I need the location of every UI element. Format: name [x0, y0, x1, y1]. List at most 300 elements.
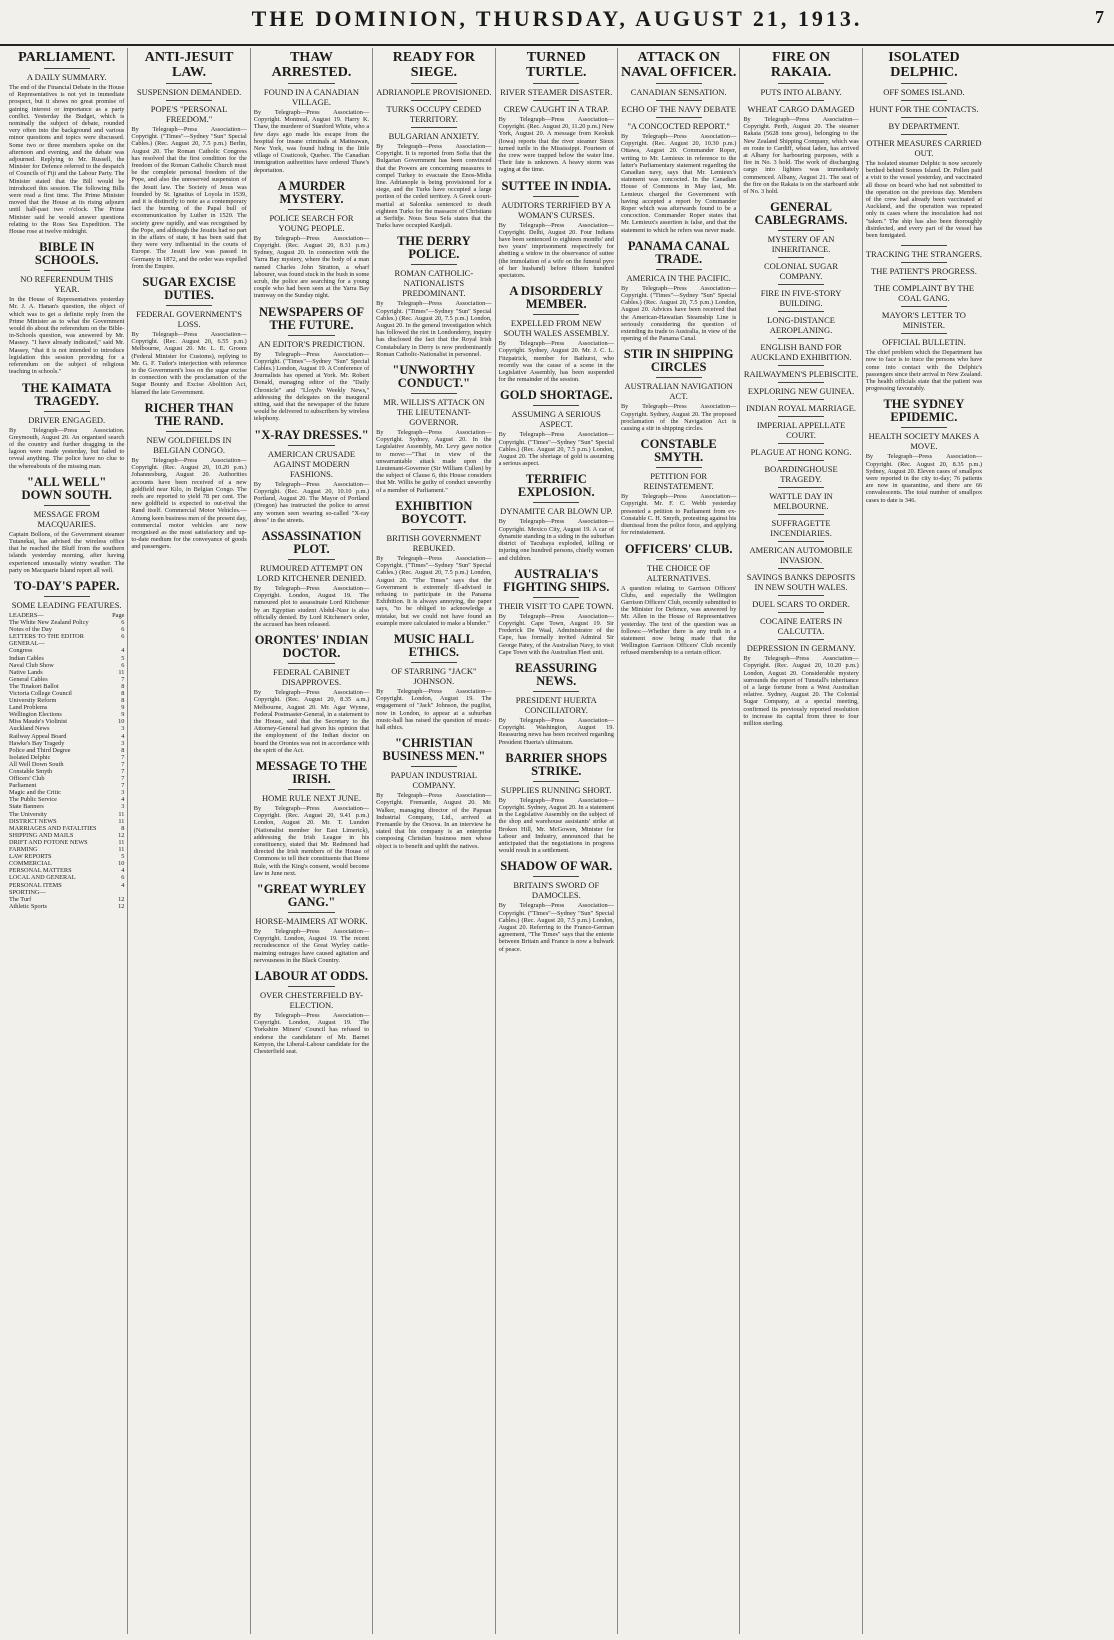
story-headline: PANAMA CANAL TRADE. — [627, 238, 730, 266]
headline-rule — [778, 443, 824, 444]
contents-item: Wellington Elections — [9, 711, 62, 719]
contents-row — [9, 697, 124, 704]
story-headline: ATTACK ON NAVAL OFFICER. — [620, 50, 737, 80]
column-5 — [496, 48, 618, 1634]
story-subhead: HOME RULE NEXT JUNE. — [261, 792, 361, 803]
story-headline: ASSASSINATION PLOT. — [261, 528, 362, 556]
story-body: By Telegraph—Press Association—Copyright. It is reported from Sofia that the Bulgarian Government has been convinced that the Powers are concerning measures to compel Turkey to evacuate the Enos-Midia line. Adrianople is being provisioned for a siege, and the Turks have occupied a large portion of the ceded territory. A Greek court-martial at Salonika sentenced to death eighteen Turks for the massacre of Christians at Serfidje. Nous Sous Sefa states that the Turks have occupied Kardjali. — [376, 143, 492, 230]
story-subhead: ECHO OF THE NAVY DEBATE — [621, 104, 736, 114]
headline-rule — [411, 83, 457, 84]
contents-item: Congress — [9, 647, 33, 655]
headline-rule — [533, 597, 579, 598]
contents-row — [9, 676, 124, 683]
story-subhead: FEDERAL GOVERNMENT'S LOSS. — [136, 309, 242, 330]
contents-page: 11 — [118, 817, 125, 825]
story-headline: TO-DAY'S PAPER. — [14, 578, 120, 593]
headline-rule — [44, 68, 90, 69]
headline-rule — [288, 986, 334, 987]
news-story — [376, 50, 491, 229]
story-subhead: SOME LEADING FEATURES. — [11, 599, 122, 610]
contents-page: 11 — [118, 838, 125, 846]
contents-page: 6 — [121, 619, 125, 627]
story-subhead: OFFICIAL BULLETIN. — [882, 337, 966, 348]
news-story — [376, 500, 491, 627]
contents-item: State Banners — [9, 803, 44, 811]
news-story — [254, 306, 369, 423]
story-body: By Telegraph—Press Association—Copyright. (Rec. August 20, 10.30 p.m.) Ottawa, August 20. Commander Roper, writing to Mr. Lemieux in reference to the latter's Parliamentary statement regarding the Canadian navy, says that Mr. Lemieux's statement was concocted. In the Canadian House of Commons in May last, Mr. Lemieux charged the Government with having accepted a report by Commander Roper which was afterwards found to be a concoction. Commander Roper states that Mr. Lemieux's assertion is false, and that the statement to which he refers was never made. — [620, 133, 737, 234]
story-body: By Telegraph—Press Association—Copyright. Sydney, August 20. In a statement in the Legislative Assembly on the subject of the shop and warehouse assistants' strike at Broken Hill, Mr. McGowen, Minister for Labour and Industry, announced that he anticipated that the negotiations in progress would result in a settlement. — [498, 796, 614, 855]
news-story — [254, 760, 369, 877]
story-subhead: COCAINE EATERS IN CALCUTTA. — [759, 616, 843, 637]
column-4 — [373, 48, 495, 1634]
headline-rule — [778, 416, 824, 417]
story-headline: MESSAGE TO THE IRISH. — [255, 758, 368, 786]
story-headline: BARRIER SHOPS STRIKE. — [505, 750, 608, 778]
story-body: By Telegraph—Press Association—Copyright. ("Times"—Sydney "Sun" Special Cables.) (Rec. August 20, 7.5 p.m.) Berlin, August 20. The Roman Catholic Congress has resolved that the first condition for the freedom of the Roman Catholic Church must be the complete personal freedom of the Pope, and also the unreserved suspension of the Jesuit law. The Society of Jesus was founded by St. Ignatius of Loyola in 1539, and it is distinctly to note as a contemporary fact the burning of the Papal bull of excommunication by Luther in 1520. The society grew rapidly, and was recognised by the Pope, and although the Jesuits had no part in the affairs of state, it has been said that they were very influential in the courts of Europe. The Jesuit law was passed in Germany in 1872, and the order was expelled from the Empire. — [131, 126, 247, 270]
story-subhead: ADRIANOPLE PROVISIONED. — [376, 87, 492, 97]
story-headline: "UNWORTHY CONDUCT." — [392, 363, 476, 391]
story-body: By Telegraph—Press Association—Copyright. Mr. F. C. Webb yesterday presented a petition to Parliament from ex-Constable C. H. Smyth, protesting against his dismissal from the police force, and applying for reinstatement. — [620, 493, 737, 537]
story-headline: TURNED TURTLE. — [525, 50, 587, 80]
contents-row — [9, 626, 124, 633]
news-story — [621, 50, 736, 234]
contents-row — [9, 690, 124, 697]
story-subhead: BY DEPARTMENT. — [888, 121, 960, 131]
contents-page: 4 — [121, 881, 125, 889]
headline-rule — [778, 311, 824, 312]
story-subhead: TURKS OCCUPY CEDED TERRITORY. — [386, 104, 482, 124]
contents-item: FARMING — [9, 846, 38, 854]
contents-row — [9, 612, 124, 619]
story-headline: THE DERRY POLICE. — [397, 234, 471, 262]
headline-rule — [166, 100, 212, 101]
story-subhead: WATTLE DAY IN MELBOURNE. — [769, 491, 833, 512]
contents-item: All Well Down South — [9, 760, 64, 768]
story-headline: EXHIBITION BOYCOTT. — [395, 498, 473, 526]
contents-page: 9 — [121, 711, 125, 719]
news-story — [621, 348, 736, 432]
contents-item: The University — [9, 810, 47, 818]
story-body: By Telegraph—Press Association—Copyright. Sydney, August 20. Mr. J. C. L. Fitzpatrick, member for Bathurst, who recently was the cause of a scene in the Legislative Assembly, has been suspended for the remainder of the session. — [498, 340, 614, 384]
news-story — [743, 50, 858, 195]
story-body: By Telegraph—Press Association—Copyright. Sydney, August 20. In the Legislative Assembly, Mr. Levy gave notice to move:—"That in view of the unwarrantable attack made upon the Lieutenant-Governor (Sir William Cullen) by the subject of Clause 6, this House considers that Mr. Willis be guilty of conduct unworthy of a member of Parliament." — [376, 429, 492, 494]
contents-item: Hawke's Bay Tragedy — [9, 739, 65, 747]
contents-item: Police and Third Degree — [9, 746, 71, 754]
story-subhead: LONG-DISTANCE AEROPLANING. — [767, 315, 835, 336]
news-story — [376, 235, 491, 358]
story-subhead: BULGARIAN ANXIETY. — [388, 131, 480, 141]
contents-row — [9, 669, 124, 676]
contents-row — [9, 754, 124, 761]
story-body: By Telegraph—Press Association—Copyright. (Rec. August 20, 10.20 p.m.) London, August 20. Considerable mystery surrounds the report of Tunstall's inheritance of a large fortune from a West Australian relative. Sydney, August 20. The Colonial Sugar Company, at a special meeting, confirmed its previously reported resolution to increase its capital from three to four million sterling. — [743, 655, 859, 728]
contents-item: Constable Smyth — [9, 768, 53, 775]
contents-item: Magic and the Critic — [9, 789, 61, 797]
story-headline: "CHRISTIAN BUSINESS MEN." — [382, 736, 486, 764]
story-subhead: THE CHOICE OF ALTERNATIVES. — [646, 562, 711, 583]
story-subhead: POLICE SEARCH FOR YOUNG PEOPLE. — [269, 212, 354, 233]
news-story — [499, 473, 614, 561]
headline-rule — [901, 100, 948, 101]
story-subhead: THE COMPLAINT BY THE COAL GANG. — [873, 283, 975, 304]
contents-item: SPORTING— — [9, 888, 46, 896]
contents-page: 8 — [121, 746, 125, 754]
story-subhead: EXPLORING NEW GUINEA. — [747, 386, 855, 397]
headline-rule — [778, 382, 824, 383]
story-body: By Telegraph—Press Association—Copyright. (Rec. August 20, 10.10 p.m.) Portland, August 20. The Mayor of Portland (Oregon) has instructed the police to arrest any women seen wearing so-called "X-ray dress" in the streets. — [253, 480, 370, 524]
contents-page: 3 — [121, 725, 125, 733]
story-headline: CONSTABLE SMYTH. — [640, 437, 717, 465]
contents-item: Railway Appeal Board — [9, 732, 67, 740]
contents-row — [9, 711, 124, 718]
headline-rule — [44, 411, 90, 412]
story-body: By Telegraph—Press Association. Greymouth, August 20. An organised search of the country and further dragging in the lagoon were made yesterday, but failed to reveal anything. The police have no clue to the whereabouts of the missing man. — [9, 426, 125, 470]
contents-item: LAW REPORTS — [9, 853, 52, 861]
news-story — [131, 402, 246, 551]
headline-rule — [778, 365, 824, 366]
story-headline: SHADOW OF WAR. — [500, 859, 613, 874]
headline-rule — [533, 100, 579, 101]
contents-page: 7 — [121, 768, 125, 775]
story-subhead: ENGLISH BAND FOR AUCKLAND EXHIBITION. — [750, 342, 852, 363]
headline-rule — [533, 83, 579, 84]
contents-row — [9, 647, 124, 654]
headline-rule — [533, 196, 579, 197]
contents-row — [9, 860, 124, 867]
story-body: Captain Bollons, of the Government steamer Tutanekai, has advised the wireless office that he reached the Bluff from the southern islands yesterday morning, after having experienced unusually wintry weather. The party on Macquarie Island report all well. — [9, 530, 125, 574]
contents-item: The Public Service — [9, 796, 57, 804]
contents-page: 7 — [121, 775, 125, 783]
headline-rule — [411, 529, 457, 530]
story-headline: REASSURING NEWS. — [515, 660, 598, 688]
contents-row — [9, 825, 124, 832]
contents-page: 12 — [118, 895, 125, 903]
story-subhead: HORSE-MAIMERS AT WORK. — [255, 915, 368, 926]
contents-page: 8 — [121, 697, 125, 705]
news-story — [254, 970, 369, 1055]
contents-row — [9, 768, 124, 775]
headline-rule — [166, 305, 212, 306]
story-headline: READY FOR SIEGE. — [392, 50, 476, 80]
contents-row — [9, 796, 124, 803]
contents-page: 6 — [121, 626, 125, 634]
contents-item: Miss Maude's Violinist — [9, 718, 68, 726]
headline-rule — [44, 596, 90, 597]
story-subhead: "A CONCOCTED REPORT." — [627, 121, 730, 131]
story-body: By Telegraph—Press Association—Copyright. Perth, August 20. The steamer Rakaia (5628 tons gross), belonging to the New Zealand Shipping Company, which was en route to Cardiff, wheat laden, has arrived at Albany for harbouring purposes, with a fire in No. 3 hold. The work of discharging cargo into lighters was immediately commenced. Albany, August 21. The seat of the fire on the Rakaia is on the starboard side of No. 3 hold. — [743, 116, 859, 196]
story-subhead: SUPPLIES RUNNING SHORT. — [500, 784, 612, 795]
contents-page: 12 — [118, 831, 125, 839]
headline-rule — [778, 257, 824, 258]
contents-page: 8 — [121, 682, 125, 690]
headline-rule — [533, 502, 579, 503]
contents-row — [9, 867, 124, 874]
contents-page: 11 — [118, 810, 125, 818]
story-subhead: DYNAMITE CAR BLOWN UP. — [500, 506, 613, 517]
headline-rule — [901, 262, 948, 263]
contents-item: PERSONAL ITEMS — [9, 881, 62, 889]
contents-page: 5 — [121, 853, 125, 861]
story-subhead: EXPELLED FROM NEW SOUTH WALES ASSEMBLY. — [503, 318, 610, 339]
story-body: By Telegraph—Press Association—Copyright. Washington, August 19. Reassuring news has been received regarding President Huerta's ultimatum. — [498, 716, 614, 746]
story-subhead: MYSTERY OF AN INHERITANCE. — [767, 234, 835, 255]
contents-row — [9, 655, 124, 662]
story-subhead: DRIVER ENGAGED. — [28, 414, 106, 425]
story-body: A question relating to Garrison Officers' Clubs, and especially the Wellington Garrison Officers' Club, recently submitted to the Minister for Defence, was answered by Mr. Allen in the House of Representatives yesterday. The text of the question was as follows:—Whether there is any truth in a statement now being made that the Wellington Garrison Officers' Club recently refused membership to a certain officer. — [620, 584, 737, 657]
story-body: By Telegraph—Press Association—Copyright. (Rec. August 20, 11.20 p.m.) New York, August 20. A message from Keokuk (Iowa) reports that the river steamer Sieux turned turtle in the Mississippi. Fourteen of the crew were trapped below the water line. Their fate is unknown. A heavy storm was raging at the time. — [498, 116, 614, 174]
headline-rule — [778, 541, 824, 542]
headline-rule — [778, 595, 824, 596]
story-subhead: CREW CAUGHT IN A TRAP. — [503, 104, 609, 114]
story-subhead: RIVER STEAMER DISASTER. — [500, 87, 613, 97]
news-story — [499, 860, 614, 952]
headline-rule — [288, 83, 334, 84]
page-number: 7 — [1095, 7, 1104, 27]
story-body: The end of the Financial Debate in the House of Representatives is not yet in immediate prospect, but it shows no great promise of gaining interest or importance as a party conflict. Yesterday the Budget, which is nominally the subject of debate, rounded very often into the background and various minor questions and topics were discussed. Some two or three members spoke on the afternoon and evening, and the debate was adjourned. Replying to Mr. Russell, the Minister for Defence referred to the despatch of Councils of Fiji and the Labour Party. The Minister stated that the Bill would be introduced this session. The following Bills were read a first time. The Prime Minister moved that the House at its rising adjourn until half-past two o'clock. The Prime Minister said he would answer questions relating to the Ross Sea Expedition. The House rose at twelve midnight. — [9, 84, 125, 236]
story-body: By Telegraph—Press Association—Copyright. London, August 19. The Yorkshire Miners' Council has refused to endorse the candidature of Mr. Barnet Kenyon, the Liberal-Labour candidate for the Chesterfield seat. — [253, 1012, 370, 1056]
contents-row — [9, 725, 124, 732]
contents-page: Page — [112, 611, 125, 619]
headline-rule — [901, 333, 948, 334]
headline-rule — [778, 100, 824, 101]
contents-page: 11 — [118, 668, 125, 676]
contents-row — [9, 853, 124, 860]
story-subhead: AUDITORS TERRIFIED BY A WOMAN'S CURSES. — [501, 199, 612, 220]
contents-row — [9, 662, 124, 669]
story-body: By Telegraph—Press Association—Copyright. London, August 19. The rumoured plot to assassinate Lord Kitchener by an Egyptian student Abdul-Nasr is also officially denied. By Lord Kitchener's order, the accused has been released. — [253, 584, 370, 628]
story-subhead: SAVINGS BANKS DEPOSITS IN NEW SOUTH WALES. — [746, 572, 856, 593]
news-story — [9, 382, 124, 470]
headline-rule — [778, 568, 824, 569]
headline-rule — [778, 83, 824, 84]
story-headline: "ALL WELL" DOWN SOUTH. — [21, 474, 112, 502]
story-headline: GOLD SHORTAGE. — [499, 388, 613, 403]
contents-item: GENERAL— — [9, 640, 45, 648]
news-story — [254, 530, 369, 628]
headline-rule — [901, 245, 948, 246]
contents-page: 6 — [121, 874, 125, 882]
story-body: By Telegraph—Press Association—Copyright. London, August 19. The recent recrudescence of the Great Wyrley cattle-maiming outrages have caused agitation and nervousness in the Black Country. — [253, 927, 370, 964]
story-subhead: OTHER MEASURES CARRIED OUT. — [866, 138, 982, 158]
story-headline: AUSTRALIA'S FIGHTING SHIPS. — [503, 566, 610, 594]
story-body: By Telegraph—Press Association—Copyright. London, August 19. The engagement of "Jack" Johnson, the pugilist, now in London, to appear at a suburban music-hall has raised the question of music-hall ethics. — [376, 687, 492, 731]
contents-page: 4 — [121, 732, 125, 740]
news-story — [499, 662, 614, 746]
story-headline: GENERAL CABLEGRAMS. — [754, 200, 848, 228]
contents-row — [9, 874, 124, 881]
story-headline: PARLIAMENT. — [18, 50, 116, 65]
contents-row — [9, 775, 124, 782]
story-body: The chief problem which the Department has now to face is to trace the persons who have come into contact with the Delphic's passengers since their arrival in New Zealand. The health officials state that the patient was progressing favourably. — [865, 349, 983, 393]
story-subhead: FEDERAL CABINET DISAPPROVES. — [273, 667, 350, 688]
contents-item: Victoria College Council — [9, 689, 72, 697]
headline-rule — [901, 306, 948, 307]
story-body: By Telegraph—Press Association—Copyright. (Rec. August 20, 8.35 p.m.) Sydney, August 20. Eleven cases of smallpox were reported in the city to-day; 76 patients are now in quarantine, and there are 66 convalescents. The total number of smallpox cases to date is 346. — [865, 453, 983, 504]
contents-page: 4 — [121, 647, 125, 655]
headline-rule — [533, 405, 579, 406]
news-story — [254, 634, 369, 754]
story-headline: ISOLATED DELPHIC. — [888, 50, 960, 80]
story-subhead: NEW GOLDFIELDS IN BELGIAN CONGO. — [146, 434, 232, 455]
headline-rule — [288, 335, 334, 336]
contents-row — [9, 747, 124, 754]
column-6 — [618, 48, 740, 1634]
contents-row — [9, 633, 124, 640]
headline-rule — [778, 460, 824, 461]
news-story — [376, 364, 491, 494]
story-headline: BIBLE IN SCHOOLS. — [34, 240, 99, 268]
story-subhead: PAPUAN INDUSTRIAL COMPANY. — [390, 770, 478, 791]
story-body: By Telegraph—Press Association—Copyright. (Rec. August 20, 6.55 p.m.) Melbourne, August 20. Mr. L. E. Groom (Federal Minister for Customs), replying to Mr. G. F. Tudor's interjection with reference to the Government's loss on the sugar excise in connection with the proclamation of the Sugar Bounty and Excise Abolition Act, blamed the late Government. — [131, 331, 247, 396]
story-subhead: BRITAIN'S SWORD OF DAMOCLES. — [513, 880, 600, 901]
headline-rule — [656, 117, 702, 118]
headline-rule — [901, 279, 948, 280]
story-body: By Telegraph—Press Association—Copyright. (Rec. August 20, 8.31 p.m.) Sydney, August 20. In connection with the Yarra Bay mystery, where the body of a man named Charles John Stratton, a wharf labourer, was found stuck in the bush in some scrub, the police are searching for a young couple who had been seen at the Yarra Bay tramway on the Sunday night. — [253, 234, 370, 300]
contents-item: University Reform — [9, 697, 57, 705]
contents-page: 10 — [118, 860, 125, 868]
headline-rule — [533, 691, 579, 692]
contents-item: LOCAL AND GENERAL — [9, 874, 76, 882]
story-subhead: DUEL SCARS TO ORDER. — [752, 599, 850, 610]
news-story — [254, 50, 369, 174]
news-story — [254, 180, 369, 300]
contents-row — [9, 803, 124, 810]
contents-row — [9, 782, 124, 789]
contents-page: 4 — [121, 867, 125, 875]
contents-row — [9, 903, 124, 910]
news-story — [499, 180, 614, 280]
headline-rule — [44, 270, 90, 271]
contents-item: Notes of the Day — [9, 626, 52, 634]
contents-page: 4 — [121, 796, 125, 804]
story-headline: ORONTES' INDIAN DOCTOR. — [254, 633, 369, 661]
contents-item: Officers' Club — [9, 775, 45, 783]
story-subhead: OF STARRING "JACK" JOHNSON. — [391, 665, 477, 686]
story-subhead: AMERICA IN THE PACIFIC. — [626, 272, 731, 283]
contents-row — [9, 640, 124, 647]
story-headline: STIR IN SHIPPING CIRCLES — [623, 347, 734, 375]
publication-title: THE DOMINION, THURSDAY, AUGUST 21, 1913. — [251, 6, 863, 31]
story-body: By Telegraph—Press Association—Copyright. (Rec. August 20, 9.41 p.m.) London, August 20. Mr. T. Lundon (Nationalist member for East Limerick), addressing the Irish League in his constituency, stated that Mr. Redmond had directed the Irish members of the House of Commons to tell their constituents that Home Rule, with the King's consent, would become law in June next. — [253, 804, 370, 877]
story-headline: A DISORDERLY MEMBER. — [509, 284, 604, 312]
story-body: By Telegraph—Press Association—Copyright. ("Times"—Sydney "Sun" Special Cables.) (Rec. August 20, 7.5 p.m.) London, August 20. Advices have been received that the American-Hawaiian Steamship Line is seriously considering the question of extending its trade to Australia, in view of the opening of the Panama Canal. — [620, 284, 737, 343]
story-headline: "GREAT WYRLEY GANG." — [256, 881, 367, 909]
story-headline: SUTTEE IN INDIA. — [501, 178, 611, 193]
headline-rule — [411, 100, 457, 101]
story-headline: OFFICERS' CLUB. — [624, 541, 733, 556]
story-headline: MUSIC HALL ETHICS. — [393, 631, 474, 659]
contents-row — [9, 818, 124, 825]
story-subhead: MESSAGE FROM MACQUARIES. — [33, 508, 100, 529]
headline-rule — [533, 876, 579, 877]
story-subhead: MAYOR'S LETTER TO MINISTER. — [881, 310, 966, 331]
story-body: By Telegraph—Press Association—Copyright. ("Times"—Sydney "Sun" Special Cables.) London, August 19. A Conference of Journalists has opened at York. Mr. Robert Donald, managing editor of the "Daily Chronicle" and "Lloyd's Weekly News," addressing the delegates on the inaugural sitting, said that the newspaper of the future would be delivered to subscribers by wireless telephony. — [253, 350, 370, 423]
contents-item: COMMERCIAL — [9, 860, 52, 868]
news-story — [621, 543, 736, 657]
headline-rule — [778, 399, 824, 400]
contents-page: 3 — [121, 739, 125, 747]
headline-rule — [778, 639, 824, 640]
story-subhead: AN EDITOR'S PREDICTION. — [258, 338, 365, 349]
contents-row — [9, 761, 124, 768]
news-story — [499, 285, 614, 383]
story-subhead: AUSTRALIAN NAVIGATION ACT. — [624, 381, 733, 402]
story-subhead: RUMOURED ATTEMPT ON LORD KITCHENER DENIED. — [256, 562, 367, 583]
story-subhead: PETITION FOR REINSTATEMENT. — [643, 471, 714, 492]
headline-rule — [656, 467, 702, 468]
contents-item: Indian Cables — [9, 654, 44, 662]
story-subhead: HEALTH SOCIETY MAKES A MOVE. — [868, 431, 980, 452]
contents-item: PERSONAL MATTERS — [9, 867, 72, 875]
story-subhead: ASSUMING A SERIOUS ASPECT. — [511, 409, 601, 430]
story-headline: THE SYDNEY EPIDEMIC. — [883, 397, 965, 425]
contents-row — [9, 839, 124, 846]
story-subhead: PLAGUE AT HONG KONG. — [750, 447, 852, 458]
contents-row — [9, 733, 124, 740]
story-subhead: FIRE IN FIVE-STORY BUILDING. — [760, 288, 842, 309]
news-story — [9, 50, 124, 235]
contents-row — [9, 619, 124, 626]
story-subhead: THEIR VISIT TO CAPE TOWN. — [498, 600, 614, 611]
headline-rule — [901, 117, 948, 118]
news-story — [866, 50, 982, 239]
contents-item: The Tinakori Ballot — [9, 682, 59, 690]
contents-page: 8 — [121, 824, 125, 832]
news-story — [743, 201, 858, 727]
story-body: By Telegraph—Press Association—Copyright. Cape Town, August 19. Sir Frederick De Waal, Administrator of the Cape, has formally invited Admiral Sir George Patey, of the Australian Navy, to visit Cape Town with the Australian Fleet unit. — [498, 612, 614, 656]
story-subhead: AMERICAN CRUSADE AGAINST MODERN FASHIONS. — [267, 448, 356, 479]
headline-rule — [288, 789, 334, 790]
contents-row — [9, 718, 124, 725]
headline-rule — [901, 83, 948, 84]
contents-row — [9, 740, 124, 747]
story-headline: "X-RAY DRESSES." — [254, 427, 369, 442]
story-body: By Telegraph—Press Association—Copyright. (Rec. August 20, 10.20 p.m.) Johannesburg, August 20. Authorities accounts have been received of a new goldfield near Kilo, in Belgian Congo. The reefs are reported to yield 78 per cent. The new goldfield is expected to out-rival the Rand itself. Commercial Motor Vehicles.—Among keen business men of the present day, commercial motor vehicles are now recognised as the most satisfactory and up-to-date medium for the conveyance of goods and passengers. — [131, 456, 247, 551]
story-body: The isolated steamer Delphic is now securely berthed behind Somes Island. Dr. Pollen paid a visit to the vessel yesterday, and vaccinated all those on board who had not submitted to the operation on the previous day. Members of the crew had already been vaccinated at Auckland, and the operation was repeated only in cases where the inoculation had not "taken." The ship has also been thoroughly disinfected, and every part of the vessel has been fumigated. — [865, 160, 983, 240]
story-subhead: A DAILY SUMMARY. — [26, 72, 107, 82]
story-body: By Telegraph—Press Association—Copyright. Fremantle, August 20. Mr. Walker, managing director of the Papuan Industrial Company, Ltd., arrived at Fremantle by the Orsova. In an interview he stated that his company is an enterprise composing Christian business men whose object is to benefit and uplift the natives. — [376, 792, 492, 850]
contents-page: 3 — [121, 789, 125, 797]
news-story — [499, 50, 614, 174]
contents-item: DISTRICT NEWS — [9, 817, 57, 825]
headline-rule — [778, 338, 824, 339]
news-story — [9, 241, 124, 375]
story-subhead: PUTS INTO ALBANY. — [760, 87, 842, 97]
headline-rule — [656, 100, 702, 101]
contents-row — [9, 882, 124, 889]
headline-rule — [533, 781, 579, 782]
contents-item: Naval Club Show — [9, 661, 54, 669]
news-story — [254, 429, 369, 524]
story-body: In the House of Representatives yesterday Mr. J. A. Hanan's question, the object of which was to get a definite reply from the Prime Minister as to what the Government would do about the referendum on the Bible-in-Schools question, was answered by Mr. Massey. "I have already indicated," said Mr. Massey, "that it is not intended to introduce legislation this session providing for a referendum on the subject of religious teaching in schools." — [9, 296, 125, 376]
contents-page: 11 — [118, 846, 125, 854]
headline-rule — [533, 314, 579, 315]
headline-rule — [411, 662, 457, 663]
news-story — [499, 568, 614, 656]
story-subhead: NO REFERENDUM THIS YEAR. — [20, 274, 114, 295]
news-story — [131, 50, 246, 270]
contents-item: SHIPPING AND MAILS — [9, 831, 74, 839]
headline-rule — [411, 264, 457, 265]
story-body: By Telegraph—Press Association—Copyright. ("Times"—Sydney "Sun" Special Cables.) (Rec. August 20, 7.5 p.m.) London, August 20. The shortage of gold is assuming a serious aspect. — [498, 431, 614, 468]
news-story — [621, 438, 736, 536]
story-subhead: BOARDINGHOUSE TRAGEDY. — [764, 464, 838, 485]
contents-item: MARRIAGES AND FATALITIES — [9, 824, 97, 832]
news-story — [866, 398, 982, 503]
story-subhead: POPE'S "PERSONAL FREEDOM." — [150, 104, 228, 124]
headline-rule — [656, 377, 702, 378]
headline-rule — [778, 612, 824, 613]
story-headline: FIRE ON RAKAIA. — [770, 50, 832, 80]
